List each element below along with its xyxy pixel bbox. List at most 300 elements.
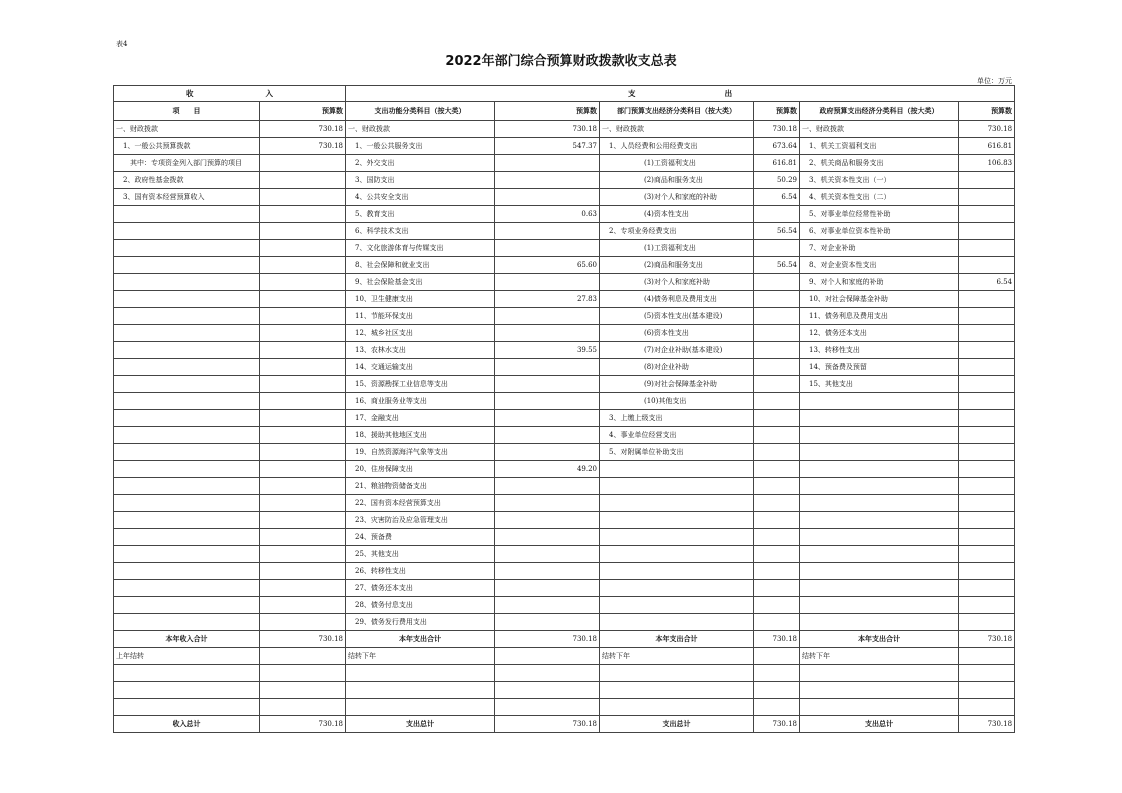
table-row [114,172,1015,189]
amount-cell [495,427,600,444]
item-cell: (6)资本性支出 [600,325,754,342]
item-cell: 4、公共安全支出 [346,189,495,206]
amount-cell [959,614,1015,631]
table-row [114,495,1015,512]
amount-cell [260,291,346,308]
amount-cell [495,359,600,376]
amount-cell [754,648,800,665]
table-row [114,478,1015,495]
table-body [114,121,1015,733]
amount-cell [754,206,800,223]
item-cell: 14、交通运输支出 [346,359,495,376]
item-cell: 结转下年 [600,648,754,665]
item-cell: 18、援助其他地区支出 [346,427,495,444]
blank-row [114,682,1015,699]
amount-cell [754,291,800,308]
item-cell [600,529,754,546]
item-cell: 结转下年 [346,648,495,665]
empty-cell [114,665,260,682]
amount-cell [260,359,346,376]
amount-cell [959,240,1015,257]
group-header-row [114,86,1015,102]
item-cell: 收入总计 [114,716,260,733]
amount-cell [959,342,1015,359]
item-cell: 10、卫生健康支出 [346,291,495,308]
column-header-3: 预算数 [495,102,600,121]
item-cell [800,410,959,427]
item-cell: (9)对社会保障基金补助 [600,376,754,393]
item-cell: (5)资本性支出(基本建设) [600,308,754,325]
item-cell: 结转下年 [800,648,959,665]
table-number: 表4 [116,40,128,48]
amount-cell [754,274,800,291]
item-cell: 27、债务还本支出 [346,580,495,597]
item-cell: 23、灾害防治及应急管理支出 [346,512,495,529]
amount-cell [754,325,800,342]
amount-cell [959,172,1015,189]
amount-cell [959,359,1015,376]
item-cell: 支出总计 [346,716,495,733]
item-cell [114,546,260,563]
empty-cell [495,699,600,716]
amount-cell [754,308,800,325]
amount-cell [959,597,1015,614]
item-cell [114,444,260,461]
item-cell [600,614,754,631]
table-row [114,427,1015,444]
amount-cell [959,410,1015,427]
amount-cell [260,274,346,291]
amount-cell [495,563,600,580]
item-cell: 14、预备费及预留 [800,359,959,376]
amount-cell [260,172,346,189]
item-cell [114,495,260,512]
item-cell: 一、财政拨款 [600,121,754,138]
item-cell [114,240,260,257]
item-cell: 6、对事业单位资本性补助 [800,223,959,240]
amount-cell: 616.81 [754,155,800,172]
amount-cell: 6.54 [959,274,1015,291]
item-cell: 支出总计 [600,716,754,733]
item-cell [114,308,260,325]
item-cell: 24、预备费 [346,529,495,546]
amount-cell [754,240,800,257]
item-cell: 11、债务利息及费用支出 [800,308,959,325]
budget-summary-table [113,85,1015,733]
amount-cell [495,580,600,597]
item-cell: 15、其他支出 [800,376,959,393]
amount-cell: 730.18 [495,631,600,648]
amount-cell [495,189,600,206]
amount-cell [260,325,346,342]
column-header-1: 预算数 [260,102,346,121]
amount-cell [260,563,346,580]
amount-cell [959,393,1015,410]
empty-cell [260,682,346,699]
table-row [114,563,1015,580]
amount-cell [959,529,1015,546]
amount-cell [495,393,600,410]
item-cell [114,257,260,274]
amount-cell [260,614,346,631]
amount-cell [754,529,800,546]
column-header-5: 预算数 [754,102,800,121]
item-cell [114,410,260,427]
amount-cell: 730.18 [495,121,600,138]
table-row [114,206,1015,223]
item-cell [600,597,754,614]
item-cell: 8、对企业资本性支出 [800,257,959,274]
item-cell: (4)资本性支出 [600,206,754,223]
table-row [114,325,1015,342]
item-cell: 13、农林水支出 [346,342,495,359]
amount-cell [754,614,800,631]
empty-cell [600,699,754,716]
amount-cell [495,444,600,461]
item-cell: 2、外交支出 [346,155,495,172]
item-cell [114,325,260,342]
amount-cell [495,376,600,393]
item-cell [114,393,260,410]
item-cell: 28、债务付息支出 [346,597,495,614]
empty-cell [260,665,346,682]
item-cell: 3、国有资本经营预算收入 [114,189,260,206]
empty-cell [346,699,495,716]
amount-cell [959,189,1015,206]
item-cell [114,580,260,597]
item-cell: 5、教育支出 [346,206,495,223]
item-cell [600,495,754,512]
item-cell: (1)工资福利支出 [600,240,754,257]
empty-cell [959,665,1015,682]
amount-cell [495,495,600,512]
amount-cell [495,172,600,189]
empty-cell [260,699,346,716]
amount-cell: 50.29 [754,172,800,189]
item-cell: 21、粮油物资储备支出 [346,478,495,495]
amount-cell [959,461,1015,478]
empty-cell [754,682,800,699]
item-cell [114,512,260,529]
empty-cell [800,682,959,699]
item-cell [114,223,260,240]
item-cell [600,546,754,563]
item-cell [800,393,959,410]
item-cell: 4、机关资本性支出（二） [800,189,959,206]
item-cell: 4、事业单位经营支出 [600,427,754,444]
table-row [114,614,1015,631]
column-header-4: 部门预算支出经济分类科目（按大类） [600,102,754,121]
item-cell [114,478,260,495]
amount-cell [959,206,1015,223]
amount-cell: 730.18 [260,138,346,155]
amount-cell [959,325,1015,342]
income-header-char-2: 入 [265,88,273,98]
item-cell: 1、一般公共服务支出 [346,138,495,155]
amount-cell: 673.64 [754,138,800,155]
item-cell [600,563,754,580]
item-cell: 一、财政拨款 [800,121,959,138]
item-cell: 6、科学技术支出 [346,223,495,240]
column-header-0: 项 目 [114,102,260,121]
empty-cell [600,665,754,682]
item-cell: 26、转移性支出 [346,563,495,580]
amount-cell: 730.18 [959,631,1015,648]
item-cell: (3)对个人和家庭的补助 [600,189,754,206]
amount-cell [495,240,600,257]
total-row [114,716,1015,733]
table-row [114,410,1015,427]
item-cell: 3、机关资本性支出（一） [800,172,959,189]
item-cell [800,444,959,461]
amount-cell [754,512,800,529]
amount-cell [495,478,600,495]
amount-cell: 730.18 [754,121,800,138]
item-cell: 7、对企业补助 [800,240,959,257]
item-cell: 2、专项业务经费支出 [600,223,754,240]
table-row [114,546,1015,563]
item-cell: 17、金融支出 [346,410,495,427]
item-cell: 本年支出合计 [800,631,959,648]
amount-cell [260,393,346,410]
amount-cell [495,546,600,563]
empty-cell [754,665,800,682]
empty-cell [800,665,959,682]
amount-cell: 56.54 [754,223,800,240]
amount-cell [959,478,1015,495]
item-cell: 3、上缴上级支出 [600,410,754,427]
item-cell [600,478,754,495]
amount-cell [260,257,346,274]
page-title: 2022年部门综合预算财政拨款收支总表 [445,54,677,69]
amount-cell [754,478,800,495]
empty-cell [346,682,495,699]
amount-cell [754,495,800,512]
item-cell [114,342,260,359]
item-cell: 上年结转 [114,648,260,665]
table-row [114,512,1015,529]
table-row [114,529,1015,546]
item-cell: (2)商品和服务支出 [600,257,754,274]
amount-cell [260,206,346,223]
item-cell: 5、对附属单位补助支出 [600,444,754,461]
amount-cell [260,648,346,665]
table-row [114,138,1015,155]
item-cell: 15、资源勘探工业信息等支出 [346,376,495,393]
empty-cell [114,699,260,716]
amount-cell: 49.20 [495,461,600,478]
amount-cell [959,444,1015,461]
item-cell: 8、社会保障和就业支出 [346,257,495,274]
amount-cell: 730.18 [260,631,346,648]
amount-cell: 39.55 [495,342,600,359]
amount-cell [959,512,1015,529]
amount-cell: 730.18 [260,121,346,138]
column-header-row [114,102,1015,121]
amount-cell [260,461,346,478]
item-cell [600,461,754,478]
table-row [114,359,1015,376]
item-cell: 29、债务发行费用支出 [346,614,495,631]
amount-cell [260,512,346,529]
table-row [114,240,1015,257]
empty-cell [495,665,600,682]
amount-cell [260,240,346,257]
amount-cell [959,291,1015,308]
amount-cell [754,563,800,580]
amount-cell [260,223,346,240]
item-cell [114,274,260,291]
amount-cell [495,614,600,631]
amount-cell [495,648,600,665]
amount-cell: 65.60 [495,257,600,274]
item-cell: (8)对企业补助 [600,359,754,376]
amount-cell [260,529,346,546]
amount-cell [959,223,1015,240]
table-row [114,257,1015,274]
item-cell [800,580,959,597]
item-cell: 1、机关工资福利支出 [800,138,959,155]
item-cell: 支出总计 [800,716,959,733]
amount-cell: 730.18 [959,716,1015,733]
item-cell: 1、一般公共预算拨款 [114,138,260,155]
item-cell [600,512,754,529]
table-row [114,342,1015,359]
item-cell: 1、人员经费和公用经费支出 [600,138,754,155]
amount-cell: 616.81 [959,138,1015,155]
table-row [114,274,1015,291]
item-cell [600,580,754,597]
table-row [114,308,1015,325]
amount-cell [260,427,346,444]
carry-row [114,648,1015,665]
empty-cell [800,699,959,716]
empty-cell [600,682,754,699]
item-cell: 本年支出合计 [600,631,754,648]
amount-cell [260,342,346,359]
unit-label: 单位：万元 [977,77,1012,85]
amount-cell [260,308,346,325]
item-cell: 一、财政拨款 [114,121,260,138]
amount-cell: 730.18 [754,631,800,648]
empty-cell [754,699,800,716]
item-cell: 3、国防支出 [346,172,495,189]
item-cell [114,529,260,546]
amount-cell [959,427,1015,444]
amount-cell [754,461,800,478]
item-cell: 本年支出合计 [346,631,495,648]
amount-cell [754,427,800,444]
item-cell [114,359,260,376]
item-cell: 9、对个人和家庭的补助 [800,274,959,291]
table-row [114,444,1015,461]
item-cell [114,206,260,223]
expense-header-char-2: 出 [724,88,733,98]
amount-cell [260,597,346,614]
item-cell [800,563,959,580]
item-cell: 2、政府性基金拨款 [114,172,260,189]
item-cell: (2)商品和服务支出 [600,172,754,189]
empty-cell [114,682,260,699]
amount-cell [754,597,800,614]
amount-cell [495,325,600,342]
column-header-2: 支出功能分类科目（按大类） [346,102,495,121]
amount-cell [754,376,800,393]
item-cell [114,376,260,393]
amount-cell [754,359,800,376]
item-cell: 12、债务还本支出 [800,325,959,342]
amount-cell [754,393,800,410]
item-cell [800,614,959,631]
table-row [114,121,1015,138]
amount-cell [959,580,1015,597]
amount-cell [260,580,346,597]
expense-group-header [346,86,1015,102]
empty-cell [346,665,495,682]
item-cell [800,427,959,444]
amount-cell: 730.18 [495,716,600,733]
item-cell: 5、对事业单位经常性补助 [800,206,959,223]
item-cell: (4)债务利息及费用支出 [600,291,754,308]
amount-cell [495,274,600,291]
item-cell [114,563,260,580]
table-row [114,461,1015,478]
table-row [114,291,1015,308]
amount-cell: 730.18 [260,716,346,733]
item-cell: 其中：专项资金列入部门预算的项目 [114,155,260,172]
amount-cell [959,308,1015,325]
amount-cell: 730.18 [959,121,1015,138]
column-header-7: 预算数 [959,102,1015,121]
amount-cell [959,257,1015,274]
blank-row [114,699,1015,716]
subtotal-row [114,631,1015,648]
item-cell [800,529,959,546]
amount-cell: 56.54 [754,257,800,274]
table-row [114,580,1015,597]
item-cell [800,461,959,478]
amount-cell [495,410,600,427]
amount-cell [754,546,800,563]
table-row [114,155,1015,172]
item-cell [114,614,260,631]
amount-cell: 6.54 [754,189,800,206]
amount-cell [260,546,346,563]
income-header-char-1: 收 [186,88,194,98]
table-row [114,189,1015,206]
amount-cell [260,189,346,206]
amount-cell: 106.83 [959,155,1015,172]
amount-cell [959,563,1015,580]
amount-cell [260,410,346,427]
item-cell: 12、城乡社区支出 [346,325,495,342]
amount-cell: 547.37 [495,138,600,155]
amount-cell [495,308,600,325]
item-cell: 本年收入合计 [114,631,260,648]
expense-header-char-1: 支 [628,88,636,98]
amount-cell [495,512,600,529]
amount-cell [260,155,346,172]
item-cell [800,546,959,563]
amount-cell [495,223,600,240]
amount-cell [754,580,800,597]
item-cell: 16、商业服务业等支出 [346,393,495,410]
amount-cell [260,478,346,495]
item-cell: 10、对社会保障基金补助 [800,291,959,308]
amount-cell [260,376,346,393]
amount-cell [495,529,600,546]
item-cell [114,461,260,478]
